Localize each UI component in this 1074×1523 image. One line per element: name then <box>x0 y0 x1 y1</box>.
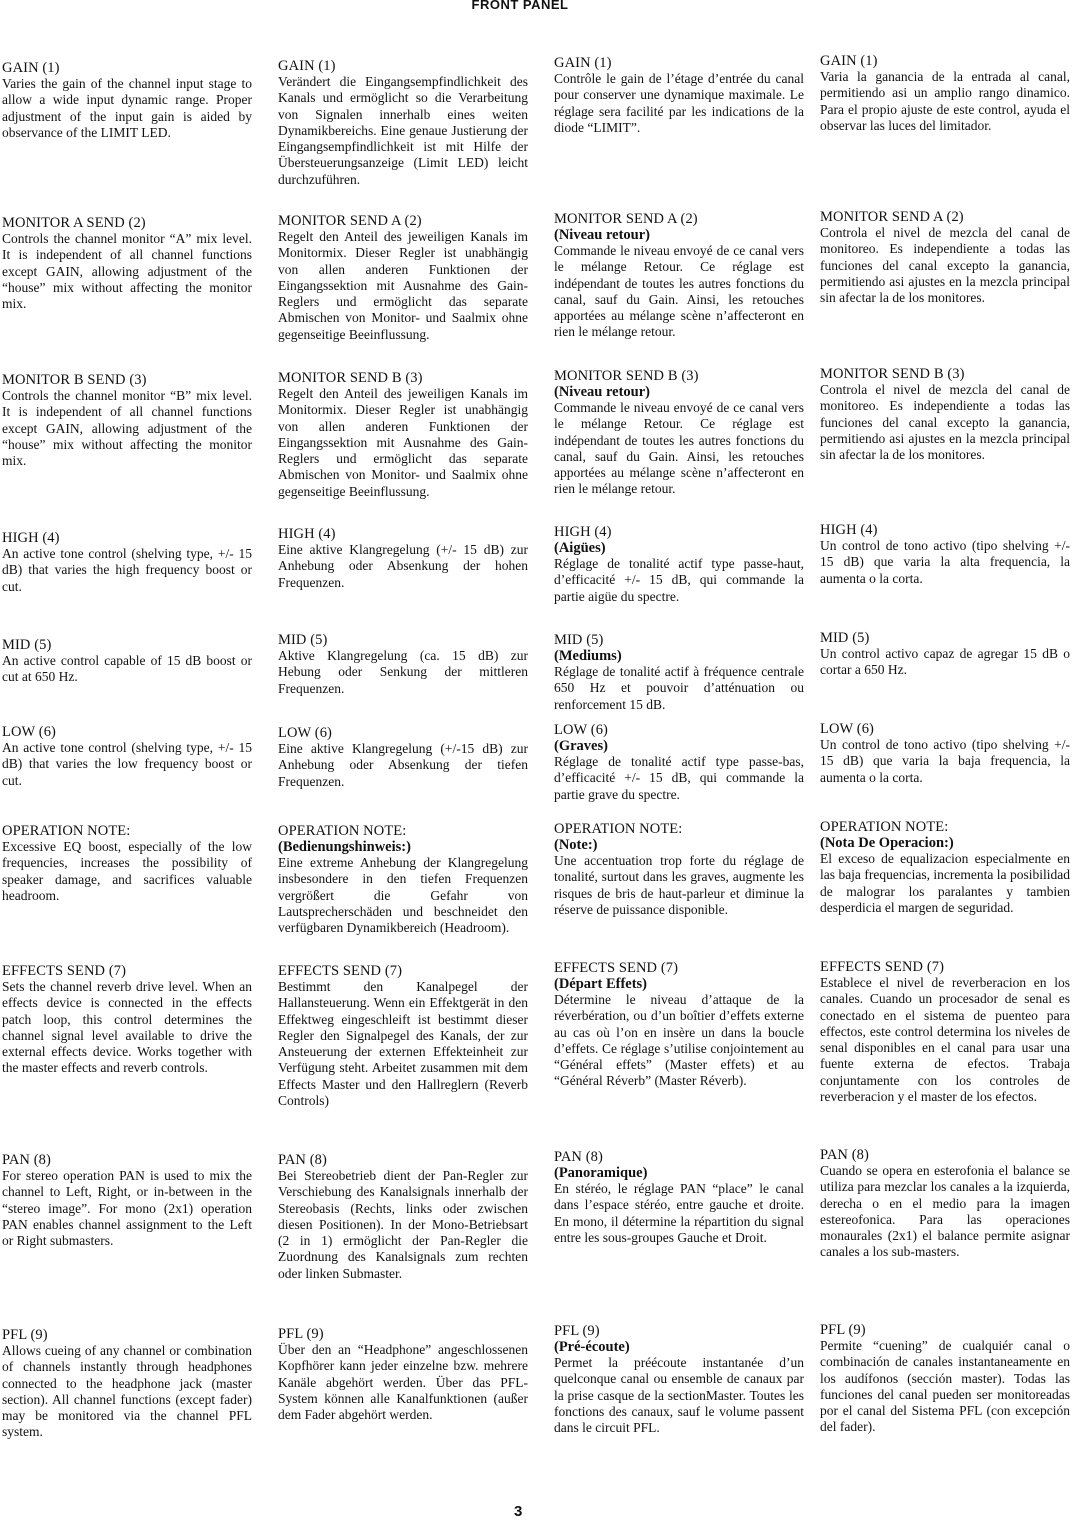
section-body: En stéréo, le réglage PAN “place” le canal dans l’espace stéréo, entre gauche et droite. En mono, il détermine la répartition du signal entre les sous-groupes Gauche et Droit. <box>554 1181 804 1245</box>
section-body: Allows cueing of any channel or combination of channels instantly through headphones connected to the headphone jack (master section). All channel functions (except fader) may be monitored via the channel PFL system. <box>2 1343 252 1440</box>
section-body: Regelt den Anteil des jeweiligen Kanals im Monitormix. Dieser Regler ist unabhängig von allen anderen Funktionen der Eingangssektion mit Ausnahme des Gain-Reglers und ermöglicht das separate Abmischen von Monitor- und Saalmix ohne gegenseitige Beeinflussung. <box>278 229 528 342</box>
section-subheading: (Mediums) <box>554 648 622 664</box>
section-body: Varies the gain of the channel input stage to allow a wide input dynamic range. Proper adjustment of the input gain is aided by observance of the LIMIT LED. <box>2 76 252 140</box>
section-body: Eine aktive Klangregelung (+/- 15 dB) zur Anhebung oder Absenkung der hohen Frequenzen. <box>278 542 528 590</box>
section-body: Détermine le niveau d’attaque de la réverbération, ou d’un boîtier d’effets externe au cas où l’on en insère un dans la boucle d’effets. Ce réglage s’utilise conjointement au “Général effets” (Master effets) et au “Général Réverb” (Master Réverb). <box>554 992 804 1089</box>
section-pan-8 <box>820 1147 1070 1261</box>
section-high-4 <box>2 530 252 595</box>
section-heading: MONITOR SEND A (2) <box>278 213 422 229</box>
section-heading: PAN (8) <box>554 1149 603 1165</box>
section-heading: LOW (6) <box>278 725 332 741</box>
section-pan-8 <box>554 1149 804 1246</box>
section-heading: OPERATION NOTE: <box>278 823 407 839</box>
section-mid-5 <box>2 637 252 686</box>
section-pfl-9 <box>278 1326 528 1423</box>
section-body: Commande le niveau envoyé de ce canal vers le mélange Retour. Ce réglage est indépendant de toutes les autres fonctions du canal, sauf du Gain. Ainsi, les retouches apportées au mélange scène n’affecteront en rien le mélange retour. <box>554 243 804 340</box>
section-heading: PAN (8) <box>2 1152 51 1168</box>
section-heading: LOW (6) <box>554 722 608 738</box>
section-pan-8 <box>2 1152 252 1249</box>
section-body: Aktive Klangregelung (ca. 15 dB) zur Hebung oder Senkung der mittleren Frequenzen. <box>278 648 528 696</box>
section-body: Un control de tono activo (tipo shelving +/- 15 dB) que varia la baja frequencia, la aumenta o la corta. <box>820 737 1070 785</box>
section-heading: GAIN (1) <box>278 58 336 74</box>
section-monitor-send-b-3 <box>820 366 1070 463</box>
section-heading: HIGH (4) <box>820 522 878 538</box>
section-subheading: (Aigües) <box>554 540 606 556</box>
section-heading: MID (5) <box>278 632 328 648</box>
section-operation-note <box>278 823 528 936</box>
section-heading: MONITOR SEND A (2) <box>820 209 964 225</box>
section-monitor-send-b-3 <box>554 368 804 498</box>
section-pan-8 <box>278 1152 528 1282</box>
section-monitor-send-b-3 <box>278 370 528 500</box>
section-pfl-9 <box>2 1327 252 1441</box>
section-subheading: (Niveau retour) <box>554 384 650 400</box>
section-heading: PFL (9) <box>820 1322 866 1338</box>
section-body: Controla el nivel de mezcla del canal de monitoreo. Es independiente a todas las funciones del canal excepto la ganancia, permitiendo asi ajustes en la mezcla principal sin afectar la de los monitores. <box>820 382 1070 463</box>
section-body: Bei Stereobetrieb dient der Pan-Regler zur Verschiebung des Kanalsignals innerhalb der Stereobasis (Rechts, links oder zwischen diesen Positionen). In der Mono-Betriebsart (2 in 1) ermöglicht der Pan-Regler die Zuordnung des Kanalsignals zum rechten oder linken Submaster. <box>278 1168 528 1281</box>
section-body: Un control activo capaz de agregar 15 dB o cortar a 650 Hz. <box>820 646 1070 678</box>
section-body: El exceso de equalizacion especialmente en las baja frequencias, incrementa la posibilidad de malograr los paralantes y tambien desperdicia el margen de seguridad. <box>820 851 1070 915</box>
section-body: An active tone control (shelving type, +/- 15 dB) that varies the low frequency boost or cut. <box>2 740 252 788</box>
section-heading: HIGH (4) <box>554 524 612 540</box>
section-body: An active control capable of 15 dB boost or cut at 650 Hz. <box>2 653 252 685</box>
section-operation-note <box>2 823 252 904</box>
section-body: Contrôle le gain de l’étage d’entrée du canal pour conserver une dynamique maximale. Le réglage sera facilité par les indications de la diode “LIMIT”. <box>554 71 804 135</box>
section-body: Réglage de tonalité actif type passe-bas, d’efficacité +/- 15 dB, qui commande la partie grave du spectre. <box>554 754 804 802</box>
section-high-4 <box>278 526 528 591</box>
section-body: Commande le niveau envoyé de ce canal vers le mélange Retour. Ce réglage est indépendant de toutes les autres fonctions du canal, sauf du Gain. Ainsi, les retouches apportées au mélange scène n’affecteront en rien le mélange retour. <box>554 400 804 497</box>
section-heading: OPERATION NOTE: <box>554 821 683 837</box>
section-monitor-send-a-2 <box>278 213 528 343</box>
section-operation-note <box>820 819 1070 916</box>
section-body: Un control de tono activo (tipo shelving +/- 15 dB) que varia la alta frequencia, la aumenta o la corta. <box>820 538 1070 586</box>
section-effects-send-7 <box>2 963 252 1077</box>
section-body: Permite “cuening” de cualquiér canal o combinación de canales instantaneamente en los audífonos (sección master). Todas las funciones del canal pueden ser monitoreadas por el canal del Sistema PFL (con excepción del fader). <box>820 1338 1070 1435</box>
section-body: Excessive EQ boost, especially of the low frequencies, increases the possibility of speaker damage, and sacrifices valuable headroom. <box>2 839 252 903</box>
section-heading: MID (5) <box>2 637 52 653</box>
section-body: Regelt den Anteil des jeweiligen Kanals im Monitormix. Dieser Regler ist unabhängig von allen anderen Funktionen der Eingangssektion mit Ausnahme des Gain-Reglers und ermöglicht das separate Abmischen von Monitor- und Saalmix ohne gegenseitige Beeinflussung. <box>278 386 528 499</box>
section-body: Réglage de tonalité actif à fréquence centrale 650 Hz et pouvoir d’atténuation ou renforcement 15 dB. <box>554 664 804 712</box>
section-mid-5 <box>554 632 804 713</box>
section-low-6 <box>2 724 252 789</box>
section-heading: MID (5) <box>554 632 604 648</box>
section-heading: LOW (6) <box>820 721 874 737</box>
section-effects-send-7 <box>820 959 1070 1105</box>
section-heading: HIGH (4) <box>278 526 336 542</box>
section-body: Réglage de tonalité actif type passe-haut, d’efficacité +/- 15 dB, qui commande la partie aigüe du spectre. <box>554 556 804 604</box>
section-body: Controls the channel monitor “A” mix level. It is independent of all channel functions except GAIN, allowing adjustment of the “house” mix without affecting the monitor mix. <box>2 231 252 312</box>
section-low-6 <box>820 721 1070 786</box>
section-gain-1 <box>2 60 252 141</box>
section-monitor-b-send-3 <box>2 372 252 469</box>
page-number: 3 <box>514 1503 523 1520</box>
section-pfl-9 <box>820 1322 1070 1436</box>
section-body: Bestimmt den Kanalpegel der Hallansteuerung. Wenn ein Effektgerät in den Effektweg eingeschleift ist bestimmt dieser Regler den Signalpegel des Kanals, der zur Ansteuerung der externen Effekteinheit zur Verfügung steht. Arbeitet zusammen mit dem Effects Master und den Hallreglern (Reverb Controls) <box>278 979 528 1109</box>
section-mid-5 <box>278 632 528 697</box>
section-operation-note <box>554 821 804 918</box>
section-body: For stereo operation PAN is used to mix the channel to Left, Right, or in-between in the “stereo image”. For mono (2x1) operation PAN enables channel assignment to the Left or Right submasters. <box>2 1168 252 1249</box>
section-body: Permet la préécoute instantanée d’un quelconque canal ou ensemble de canaux par la prise casque de la sectionMaster. Toutes les fonctions des canaux, sauf le volume passent dans le circuit PFL. <box>554 1355 804 1436</box>
section-high-4 <box>554 524 804 605</box>
section-body: An active tone control (shelving type, +/- 15 dB) that varies the high frequency boost or cut. <box>2 546 252 594</box>
section-high-4 <box>820 522 1070 587</box>
section-gain-1 <box>554 55 804 136</box>
section-gain-1 <box>820 53 1070 134</box>
section-subheading: (Nota De Operacion:) <box>820 835 954 851</box>
section-effects-send-7 <box>554 960 804 1090</box>
section-heading: GAIN (1) <box>820 53 878 69</box>
section-heading: EFFECTS SEND (7) <box>278 963 403 979</box>
section-effects-send-7 <box>278 963 528 1109</box>
section-heading: EFFECTS SEND (7) <box>2 963 127 979</box>
section-body: Controls the channel monitor “B” mix level. It is independent of all channel functions except GAIN, allowing adjustment of the “house” mix without affecting the monitor mix. <box>2 388 252 469</box>
section-heading: OPERATION NOTE: <box>820 819 949 835</box>
section-body: Varia la ganancia de la entrada al canal, permitiendo asi un amplio rango dinamico. Para el propio ajuste de este control, ayuda el observar las luces del limitador. <box>820 69 1070 133</box>
section-low-6 <box>554 722 804 803</box>
section-heading: LOW (6) <box>2 724 56 740</box>
section-body: Establece el nivel de reverberacion en los canales. Cuando un procesador de senal es conectado en el sistema de puenteo para effectos, este control determina los niveles de senal disponibles en el canal para usar una fuente externa de efectos. Trabaja conjuntamente con los controles de reverberacion y el master de los efectos. <box>820 975 1070 1105</box>
section-heading: OPERATION NOTE: <box>2 823 131 839</box>
section-heading: PFL (9) <box>278 1326 324 1342</box>
section-heading: MONITOR SEND A (2) <box>554 211 698 227</box>
section-body: Cuando se opera en esterofonia el balance se utiliza para mezclar los canales a la izquierda, derecha o en el medio para la imagen estereofonica. Para las operaciones monaurales (2x1) el balance permite asignar canales a los sub-masters. <box>820 1163 1070 1260</box>
section-heading: GAIN (1) <box>554 55 612 71</box>
section-subheading: (Bedienungshinweis:) <box>278 839 411 855</box>
section-heading: MONITOR SEND B (3) <box>278 370 423 386</box>
section-heading: PAN (8) <box>820 1147 869 1163</box>
section-subheading: (Départ Effets) <box>554 976 648 992</box>
section-pfl-9 <box>554 1323 804 1436</box>
section-heading: MID (5) <box>820 630 870 646</box>
section-mid-5 <box>820 630 1070 679</box>
section-heading: PAN (8) <box>278 1152 327 1168</box>
page-title: FRONT PANEL <box>471 0 569 12</box>
section-body: Eine extreme Anhebung der Klangregelung insbesondere in den tiefen Frequenzen vergrößert die Gefahr von Lautsprecherschäden und beschneidet den verfügbaren Dynamikbereich (Headroom). <box>278 855 528 936</box>
section-body: Controla el nivel de mezcla del canal de monitoreo. Es independiente a todas las funciones del canal excepto la ganancia, permitiendo asi ajustes en la mezcla principal sin afectar la de los monitores. <box>820 225 1070 306</box>
section-monitor-send-a-2 <box>820 209 1070 306</box>
section-body: Über den an “Headphone” angeschlossenen Kopfhörer kann jeder einzelne bzw. mehrere Kanäle abgehört werden. Über das PFL-System können alle Kanalfunktionen (außer dem Fader abgehört werden. <box>278 1342 528 1423</box>
section-heading: MONITOR SEND B (3) <box>554 368 699 384</box>
section-monitor-send-a-2 <box>554 211 804 341</box>
section-subheading: (Graves) <box>554 738 608 754</box>
section-heading: MONITOR B SEND (3) <box>2 372 147 388</box>
section-body: Une accentuation trop forte du réglage de tonalité, surtout dans les graves, augmente les risques de bris de haut-parleur et diminue la réserve de puissance disponible. <box>554 853 804 917</box>
section-heading: HIGH (4) <box>2 530 60 546</box>
section-body: Sets the channel reverb drive level. When an effects device is connected in the effects patch loop, this control determines the channel signal level available to drive the external effects device. Works together with the master effects and reverb controls. <box>2 979 252 1076</box>
section-heading: GAIN (1) <box>2 60 60 76</box>
section-monitor-a-send-2 <box>2 215 252 312</box>
section-subheading: (Pré-écoute) <box>554 1339 630 1355</box>
section-heading: MONITOR SEND B (3) <box>820 366 965 382</box>
section-subheading: (Panoramique) <box>554 1165 648 1181</box>
section-heading: PFL (9) <box>554 1323 600 1339</box>
section-heading: MONITOR A SEND (2) <box>2 215 146 231</box>
section-heading: PFL (9) <box>2 1327 48 1343</box>
section-heading: EFFECTS SEND (7) <box>554 960 679 976</box>
section-subheading: (Note:) <box>554 837 598 853</box>
section-heading: EFFECTS SEND (7) <box>820 959 945 975</box>
section-gain-1 <box>278 58 528 188</box>
section-body: Verändert die Eingangsempfindlichkeit des Kanals und ermöglicht so die Verarbeitung von Signalen innerhalb eines weiten Dynamikbereichs. Eine genaue Justierung der Eingangsempfindlichkeit ist mit Hilfe der Übersteuerungsanzeige (Limit LED) leicht durchzuführen. <box>278 74 528 187</box>
section-low-6 <box>278 725 528 790</box>
section-body: Eine aktive Klangregelung (+/-15 dB) zur Anhebung oder Absenkung der tiefen Frequenzen. <box>278 741 528 789</box>
section-subheading: (Niveau retour) <box>554 227 650 243</box>
